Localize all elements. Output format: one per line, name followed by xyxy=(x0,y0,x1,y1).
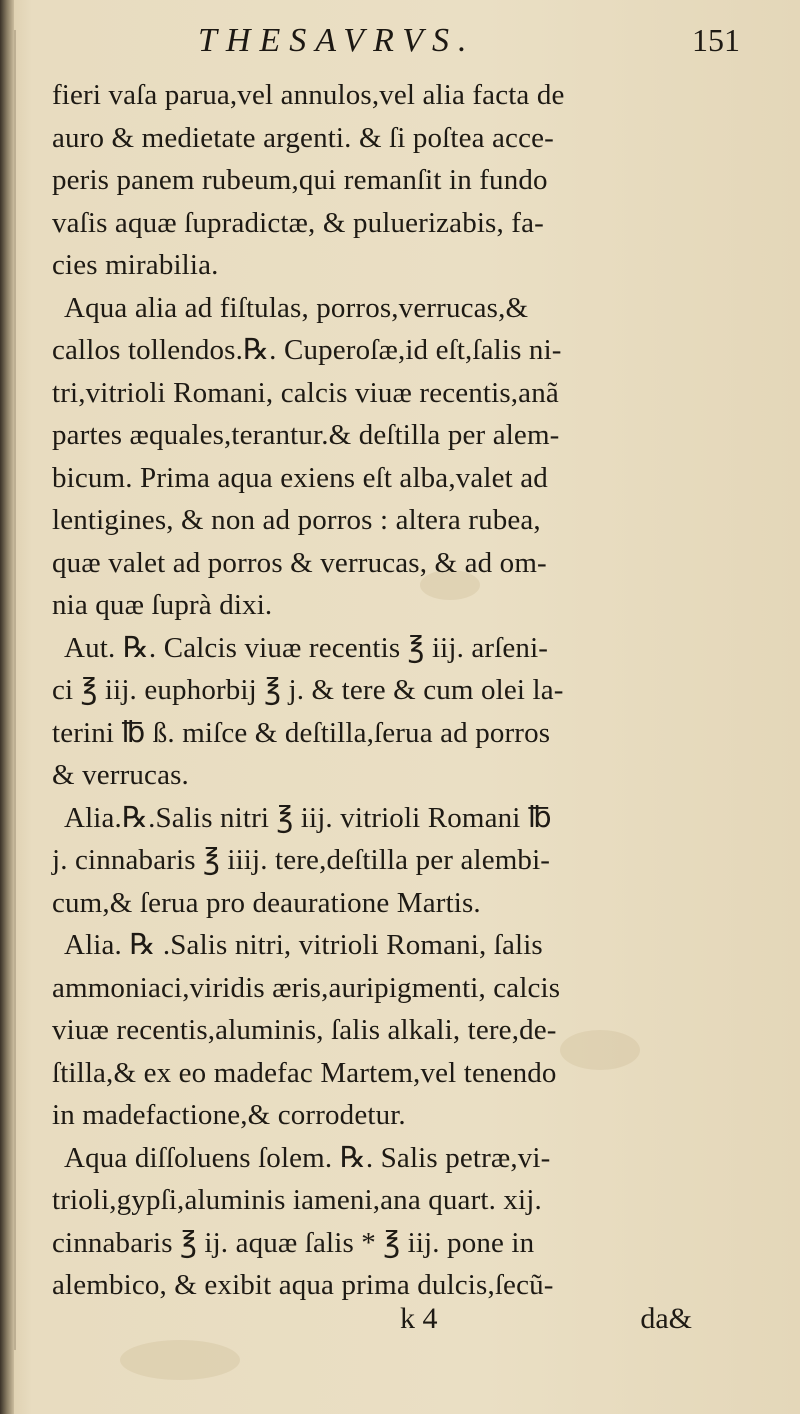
gutter-shadow-line xyxy=(14,30,16,1350)
text-line: alembico, & exibit aqua prima dulcis,ſecũ- xyxy=(52,1269,554,1301)
text-line: Aqua alia ad fiſtulas, porros,verrucas,& xyxy=(64,291,529,324)
text-line: cinnabaris ℥ ij. aquæ ſalis * ℥ iij. pone in xyxy=(52,1226,535,1259)
text-line: ſtilla,& ex eo madefac Martem,vel tenendo xyxy=(52,1056,557,1089)
text-line: tri,vitrioli Romani, calcis viuæ recentis,anã xyxy=(52,376,559,409)
text-line: peris panem rubeum,qui remanſit in fundo xyxy=(52,164,548,196)
text-line: fieri vaſa parua,vel annulos,vel alia facta de xyxy=(52,79,565,111)
page-footer xyxy=(52,1302,692,1344)
text-line: ci ℥ iij. euphorbij ℥ j. & tere & cum olei la- xyxy=(52,674,564,706)
text-line: partes æquales,terantur.& deſtilla per alem- xyxy=(52,419,560,451)
text-line: quæ valet ad porros & verrucas, & ad om- xyxy=(52,546,547,579)
text-line: viuæ recentis,aluminis, ſalis alkali, tere,de- xyxy=(52,1014,557,1046)
page-header xyxy=(60,22,740,64)
text-line: cum,& ſerua pro deauratione Martis. xyxy=(52,886,481,919)
text-line: Alia.℞.Salis nitri ℥ iij. vitrioli Romani ℔ xyxy=(64,801,552,834)
text-line: j. cinnabaris ℥ iiij. tere,deſtilla per alembi- xyxy=(52,844,551,876)
text-line: terini ℔ ß. miſce & deſtilla,ſerua ad porros xyxy=(52,716,551,749)
text-line: callos tollendos.℞. Cuperoſæ,id eſt,ſalis ni- xyxy=(52,334,562,366)
text-line: & verrucas. xyxy=(52,759,189,791)
text-line: trioli,gypſi,aluminis iameni,ana quart. xij. xyxy=(52,1184,542,1216)
signature-mark: k 4 xyxy=(400,1302,438,1335)
paper-stain xyxy=(120,1340,240,1380)
catchword: da& xyxy=(640,1302,692,1335)
text-line: vaſis aquæ ſupradictæ, & puluerizabis, fa- xyxy=(52,206,544,239)
text-line: auro & medietate argenti. & ſi poſtea acce- xyxy=(52,121,554,154)
binding-gutter xyxy=(0,0,14,1414)
body-text xyxy=(52,74,692,1307)
text-line: in madefactione,& corrodetur. xyxy=(52,1099,406,1131)
text-line: nia quæ ſuprà dixi. xyxy=(52,589,273,621)
page-number: 151 xyxy=(692,22,740,58)
text-line: Alia. ℞ .Salis nitri, vitrioli Romani, ſalis xyxy=(64,929,543,961)
text-line: Aqua diſſoluens ſolem. ℞. Salis petræ,vi- xyxy=(64,1141,551,1174)
text-line: lentigines, & non ad porros : altera rubea, xyxy=(52,504,541,536)
text-line: Aut. ℞. Calcis viuæ recentis ℥ iij. arſeni- xyxy=(64,631,549,664)
text-line: ammoniaci,viridis æris,auripigmenti, calcis xyxy=(52,971,561,1004)
running-title: THESAVRVS. xyxy=(198,22,476,59)
text-line: cies mirabilia. xyxy=(52,249,219,281)
text-line: bicum. Prima aqua exiens eſt alba,valet ad xyxy=(52,461,548,494)
